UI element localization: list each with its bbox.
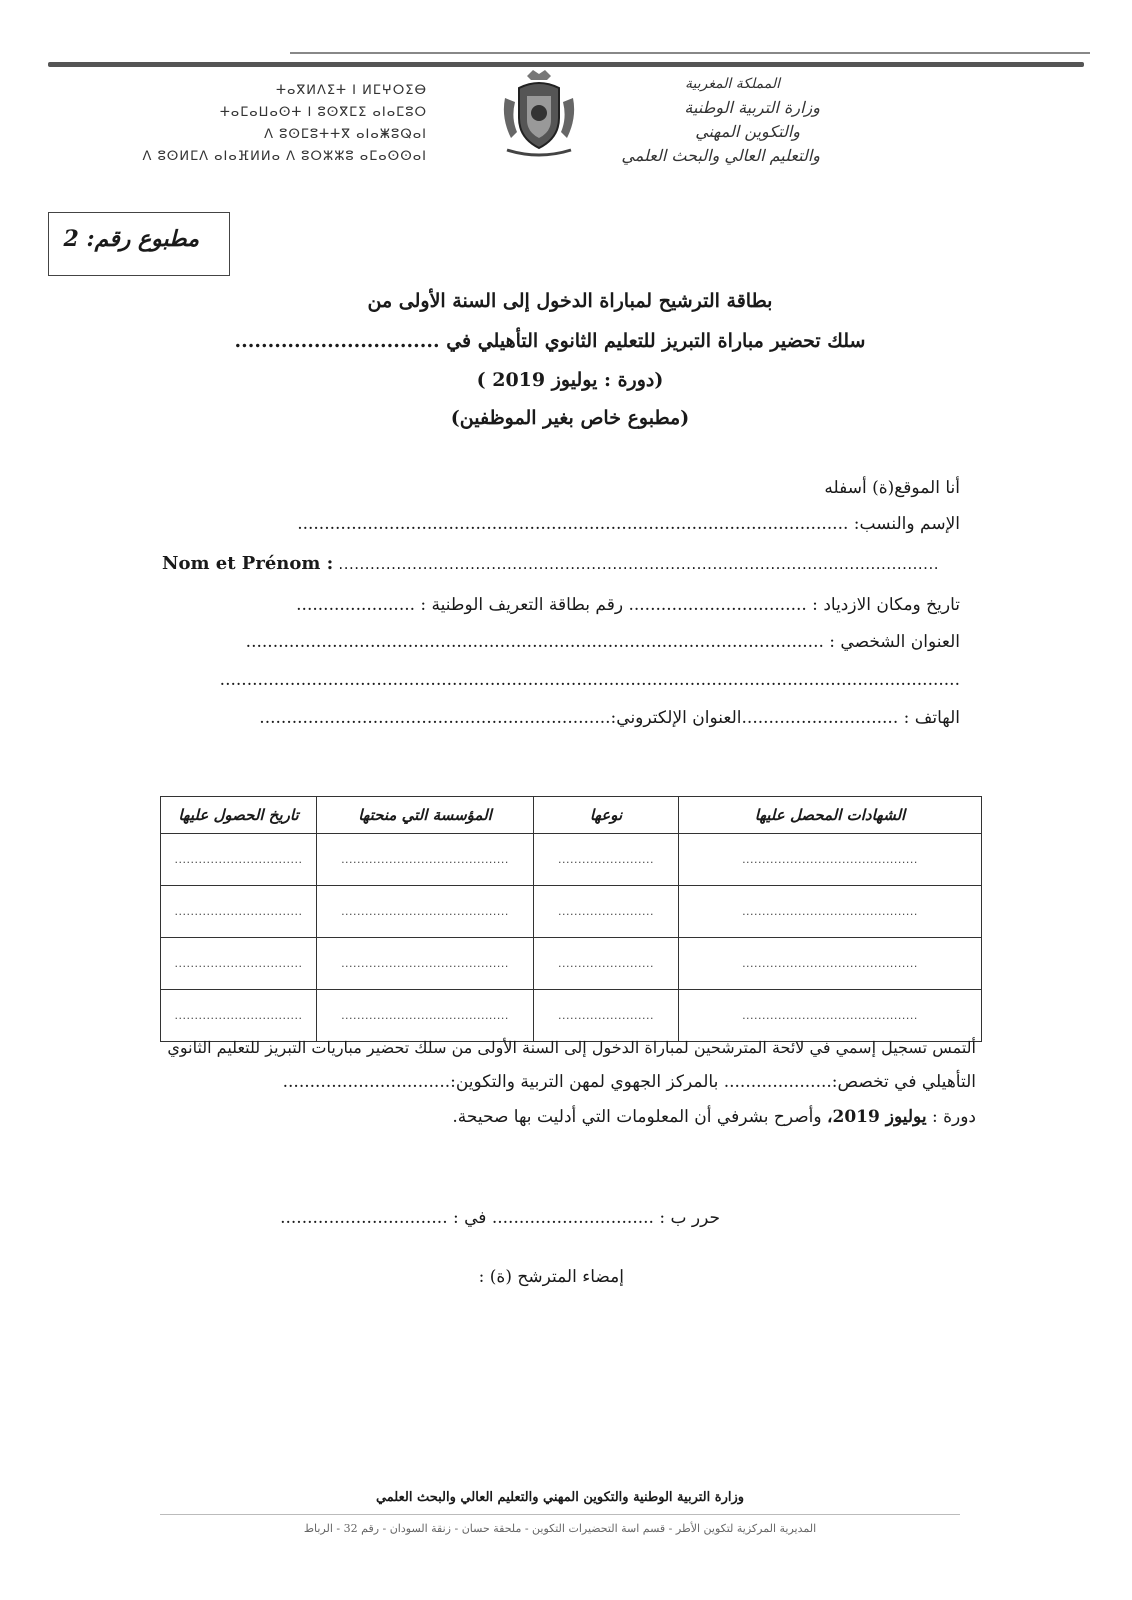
table-cell[interactable]: .......................................... — [317, 938, 534, 990]
tifinagh-line: ⴷ ⵓⵙⵎⵓⵜⵜⴳ ⴰⵏⴰⵥⵓⵕⴰⵏ — [264, 127, 427, 142]
certificates-table — [160, 796, 982, 1042]
ministry-line: وزارة التربية الوطنية — [684, 98, 820, 117]
name-french-label: Nom et Prénom : — [162, 553, 334, 574]
declaration-text: وأصرح بشرفي أن المعلومات التي أدليت بها صحيحة. — [452, 1107, 827, 1127]
table-cell[interactable]: ........................ — [534, 834, 679, 886]
header-arabic — [621, 72, 820, 168]
name-french-field[interactable] — [162, 553, 962, 574]
top-rule-highlight — [290, 52, 1090, 54]
request-line-1: ألتمس تسجيل إسمي في لائحة المترشحين لمباراة الدخول إلى السنة الأولى من سلك تحضير مباريات التبريز للتعليم الثانوي — [167, 1038, 976, 1057]
table-cell[interactable]: ............................................ — [679, 834, 982, 886]
address-field[interactable]: العنوان الشخصي : ........................................................................................................... — [245, 632, 960, 652]
title-line-1: بطاقة الترشيح لمباراة الدخول إلى السنة الأولى من — [367, 290, 773, 312]
request-paragraph — [146, 1030, 976, 1135]
birth-and-id-field[interactable]: تاريخ ومكان الازدياد : ................................. رقم بطاقة التعريف الوطنية : ...................... — [296, 595, 960, 615]
col-certificates: الشهادات المحصل عليها — [679, 797, 982, 834]
table-cell[interactable]: .......................................... — [317, 834, 534, 886]
col-institution: المؤسسة التي منحتها — [317, 797, 534, 834]
table-header-row — [161, 797, 982, 834]
name-arabic-field[interactable]: الإسم والنسب: ...................................................................................................... — [297, 514, 960, 534]
table-row — [161, 938, 982, 990]
tifinagh-line: ⴷ ⵓⵙⵍⵎⴷ ⴰⵏⴰⴼⵍⵍⴰ ⴷ ⵓⵔⵣⵣⵓ ⴰⵎⴰⵙⵙⴰⵏ — [142, 149, 427, 164]
session-prefix: دورة : — [926, 1107, 976, 1127]
table-cell[interactable]: ................................ — [161, 938, 317, 990]
table-cell[interactable]: ................................ — [161, 886, 317, 938]
table-cell[interactable]: ........................ — [534, 886, 679, 938]
table-cell[interactable]: ........................ — [534, 938, 679, 990]
form-number-box — [48, 212, 230, 276]
name-french-dots: .................................................................................................................. — [338, 555, 939, 573]
footer-ministry: وزارة التربية الوطنية والتكوين المهني والتعليم العالي والبحث العلمي — [375, 1490, 745, 1505]
footer-rule — [160, 1514, 960, 1515]
table-cell[interactable]: ............................................ — [679, 938, 982, 990]
title-line-2: سلك تحضير مباراة التبريز للتعليم الثانوي التأهيلي في ............................... — [234, 330, 866, 352]
kingdom-name: المملكة المغربية — [684, 76, 780, 92]
undersigned-label: أنا الموقع(ة) أسفله — [824, 478, 960, 498]
table-cell[interactable]: .......................................... — [317, 886, 534, 938]
phone-email-field[interactable]: الهاتف : .............................العنوان الإلكتروني:................................................................. — [259, 708, 960, 728]
header-tifinagh — [143, 80, 427, 168]
session-title: (دورة : يوليوز 2019 ) — [476, 369, 664, 391]
ministry-line: والتكوين المهني — [695, 122, 800, 141]
subtitle-non-employees: (مطبوع خاص بغير الموظفين) — [450, 407, 690, 429]
place-date-field[interactable]: حرر ب : .............................. في : ............................... — [280, 1208, 720, 1228]
tifinagh-line: ⵜⴰⵎⴰⵡⴰⵙⵜ ⵏ ⵓⵙⴳⵎⵉ ⴰⵏⴰⵎⵓⵔ — [219, 105, 427, 120]
royal-coat-of-arms-icon — [497, 68, 581, 160]
session-date: يوليوز 2019، — [827, 1107, 927, 1127]
col-type: نوعها — [534, 797, 679, 834]
col-date: تاريخ الحصول عليها — [161, 797, 317, 834]
table-cell[interactable]: ........................ — [534, 990, 679, 1042]
tifinagh-line: ⵜⴰⴳⵍⴷⵉⵜ ⵏ ⵍⵎⵖⵔⵉⴱ — [275, 83, 427, 98]
candidate-signature-label: إمضاء المترشح (ة) : — [478, 1267, 624, 1287]
table-row — [161, 834, 982, 886]
request-line-2[interactable]: التأهيلي في تخصص:.................... بالمركز الجهوي لمهن التربية والتكوين:............................... — [282, 1072, 976, 1092]
table-cell[interactable]: ................................ — [161, 834, 317, 886]
address-continuation[interactable]: ......................................................................................................................................... — [219, 670, 960, 690]
table-row — [161, 886, 982, 938]
table-cell[interactable]: ................................ — [161, 990, 317, 1042]
request-line-3 — [146, 1100, 976, 1135]
table-cell[interactable]: ............................................ — [679, 886, 982, 938]
top-rule — [48, 62, 1084, 67]
form-number: مطبوع رقم: 2 — [63, 226, 199, 252]
footer-address: المديرية المركزية لتكوين الأطر - قسم اسة التحضيرات التكوين - ملحقة حسان - زنقة السودان - رقم 32 - الرباط — [303, 1522, 817, 1535]
ministry-line: والتعليم العالي والبحث العلمي — [621, 146, 820, 165]
table-cell[interactable]: ............................................ — [679, 990, 982, 1042]
table-cell[interactable]: .......................................... — [317, 990, 534, 1042]
